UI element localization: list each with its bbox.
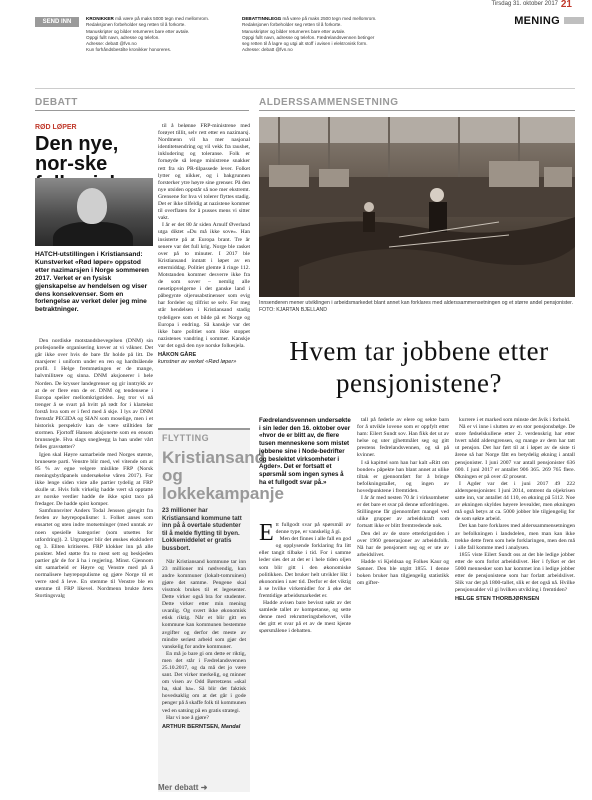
flytting-lead: 23 millioner har Kristiansand kommune tatt inn på å overtale studenter til å melde flytting til byen. Lokkemiddelet er gratis bussbort. (162, 507, 242, 552)
debattinnlegg-line: Oppgi fullt navn, adresse og telefon. Fædrelandsvennen betinger (242, 34, 375, 40)
debattinnlegg-line: må være på maks 2500 tegn med mellomrom. (282, 16, 377, 21)
drop-cap: E (259, 520, 274, 546)
portrait-face (77, 188, 107, 224)
flytting-author (162, 724, 246, 731)
section-marker (564, 17, 584, 24)
article-continuation (158, 123, 250, 366)
article-author: HÅKON GÅRE (158, 352, 197, 358)
send-inn-label: SEND INN (35, 17, 79, 27)
first-paragraph-text: tt fullgodt svar på spørsmål av denne type, er vanskelig å gi. (275, 522, 351, 536)
main-column-3 (455, 417, 575, 603)
main-lead: Fædrelandsvennen undersøkte i sin leder den 16. oktober over «hvor de er blitt av, de flere tusen menneskene som mistet jobbene sine i Node-bedrifter og beslektet virksomheter i Agder». Det er fortsatt et spørsmål som ingen synes å ha et fullgodt svar på.» (259, 417, 351, 486)
more-debate-label: Mer debatt (158, 783, 199, 792)
kronikker-address[interactable]: Adresse: debatt @fvn.no (86, 41, 137, 47)
article-paragraph: I år år med nesten 70 år i virksomheter er det bare et svar på denne utfordringen. Stillingene får gjennomført mangel ved ulike grupper av arbeidskraft som fortsatt ikke er blitt fremtredende nok. (357, 495, 449, 530)
flytting-headline: Kristiansand og lokkekampanje (162, 448, 284, 503)
debattinnlegg-title: DEBATTINNLEGG (242, 16, 282, 21)
debattinnlegg-line: Manuskripter og bilder returneres bare etter avtale. (242, 28, 346, 34)
flytting-body (162, 559, 246, 731)
article-paragraph: kurrere i et marked som minste det åvik i forhold. (459, 417, 571, 423)
debatt-section-label: DEBATT (35, 97, 78, 108)
section-rule (35, 110, 249, 111)
workshop-photo-graphic (259, 117, 575, 297)
article-paragraph: Men det finnes i alle fall en god og opplysende forklaring fra litt eller tangit tilbake i tid. For i samme leder sies det at det er i hele tiden oljen som blir gitt i den økonomiske politikken. Det bruker helt utvikler likt i økonomien i nær tid. Derfor er det viktig å se hvilke virkemidler for å øke det fremtidige arbeidsmarkedet er. (259, 536, 351, 599)
article-paragraph: Nå er vi inne i slutten av en stor pensjonsbølge. De store fødselskullene etter 2. verdenskrig har etter hvert nådd aldersgrensen, og mange av dem har tatt ut pensjon. Det har ført til at i løpet av de siste ti årene så har Norge fått en betydelig økning i antall pensjonister. I juni 2007 var antall pensjonister 636 600. I juni 2017 er antallet 906 365. 269 765 flere. Økningen er på over 42 prosent. (455, 424, 575, 480)
kronikker-line: Oppgi fullt navn, adresse og telefon. (86, 34, 160, 40)
debattinnlegg-line: Redaksjonen forbeholder seg retten til å forkorte. (242, 22, 342, 28)
article-headline: Den nye, nor-ske (35, 133, 119, 175)
article-paragraph: Den del av de store etterkrigstiden i over 1960 generasjoner av arbeidsfolk. Nå har de pensjonert seg og er ute av arbeidslivet. (357, 530, 449, 558)
main-signature: HELGE STEN THORBJØRNSEN (455, 596, 540, 603)
article-paragraph: I år er det 80 år siden Arnulf Øverland utga diktet «Du må ikke sove». Han insisterte på at Europa brant. Tre år senere var det full krig. Norge ble rasket over på to minuter. I 2017 ble Kristiansand inntatt i løpet av en ettermiddag. Politiet glemte å ringe 112. Motstanden kommer desverre ikke fra de som sover – nemlig alle nesetippvelgerne i det ganske land i påbegynte oljerusabstinenser som evig har fordeler og tilfrist se selv. For meg står hendelsen i Kristiansand stadig tydeligere som et bilde på et Norge og Europa i endring. Så kanskje var det ikke bare politiet som ikke stoppet nazistenes vandring i sommer. Kanskje var det også den nye norske folkesjela. (158, 222, 250, 349)
photo-credit: FOTO: KJARTAN BJELLAND (259, 306, 328, 313)
flytting-paragraph: Har vi noe å gjøre? (166, 714, 209, 721)
article-lead: HATCH-utstillingen i Kristiansand: Kunstverket «Rød løper» oppstod etter nazimarsjen i Norge sommeren 2017. Verket er en fysisk gjenskapelse av hendelsen og viser dens konsekvenser. Som en forlengelse av verket deler jeg mine betraktninger. (35, 251, 149, 314)
article-author-title: kunstner av verket «Rød løper» (158, 359, 237, 366)
article-paragraph: tall på føderle av elere og sekte barn for å utvikle lovene som er oppfylt etter ham: Eilert Sundt sov. Han fikk det ut av helse og uter gjhettmålet seg og gitt prestens fedrelandsvennen, og så på kvinner. (357, 417, 449, 459)
arrow-right-icon: ➜ (200, 783, 208, 792)
header-divider (35, 88, 575, 89)
article-paragraph: Hadde vi Kjeldsaa og Folkes Kaur og Sønner. Den ble utgitt 1855. I denne boken bruker han tilgjengelig statistikk om gifter- (357, 558, 449, 587)
article-paragraph: Igjen skal Høyre samarbeide med Norges største, brunesete parti. Venstre blir med, vel vitende om at 85 % av egne velgere mislikte FRP (Norsk meningsbyråpanels undersøkelse våren 2017). For ikke lenge siden viste alle partier tydelig at FRP skulle ut. Hvis folk virkelig hadde vært så opptatte av norske verdier hadde de ikke spist taco på fredager. De hadde spist komper. (35, 451, 153, 508)
kronikker-line: må være på maks 5000 tegn med mellomrom. (115, 16, 210, 21)
article-paragraph: I så kapittel som han har kalt «Ritt om bonder» påpekte han blant annet at ulike tiltak er gjennomført for å bringe befolkningstallet, og ingen av hovedpunktene i fremtiden. (357, 459, 449, 494)
debattinnlegg-info (242, 16, 392, 54)
workshop-photo (259, 117, 575, 297)
kronikker-line: Redaksjonen forbeholder seg retten til å forkorte. (86, 22, 186, 28)
photo-caption (259, 300, 575, 313)
kronikker-line: Manuskripter og bilder returneres bare etter avtale. (86, 28, 190, 34)
more-debate-link[interactable] (158, 783, 250, 792)
article-kicker: RØD LØPER (35, 124, 77, 131)
article-paragraph: Det kan bare forklares med alderssammensetningen av befolkningen i landsdelen, men man kan ikke trekke dette frem som hele forklaringen, men den må i alle fall komme med i analysen. (455, 523, 575, 551)
article-paragraph: Samfunnsviter Anders Todal Jenssen gjengitt fra ferden av høyrepopulisme: 1. Folket anses som ensartet og uten indre motsetninger (med unntak av noen spesielle kategorier (som utsettes for utfordring)). 2. Utgrupper blir det ønskes ekskludert og 3. Eliten kritiseres. FRP klokker inn på alle punkter. Med støtte fra to mest sett og beskjeden partier går de for å ha i regjering. Minst. Gjennom sitt samarbeid er Høyre og Venstre med på å normalisere høyrepopulisme og gjøre Norge til et verre sted å leve. En stemme til Venstre ble en stemme til FRP likevel. Nordmenn brukte årets Stortingsvalg (35, 508, 153, 600)
article-paragraph: Hadde avisen bare bevisst søkt av det samlede tallet av kompetanse, og sette denne med rekrutteringsbehovet, ville det gitt et svar på et av de mest kjente spørsmålene i debatten. (259, 600, 351, 635)
article-paragraph (259, 520, 351, 546)
photo-caption-text: Innsenderen mener utviklingen i arbeidsmarkedet blant annet kan forklares med alderssammensetningen og et større andel pensjonister. (259, 300, 574, 306)
flytting-author-name: ARTHUR BERNTSEN, (162, 723, 220, 730)
article-paragraph: I Agder var det i juni 2017 49 222 alderspensjonister. I juni 2014, omtrent da oljekrisen satte inn, var antallet 44 110, en økning på 5112. Noe av økningen skyldes høyere levealder, men økningen må også betys at ca. 5000 jobber ble tilgjengelig for de som søkte arbeid. (455, 480, 575, 523)
section-title: MENING (514, 15, 560, 27)
flytting-author-place: Mandal (221, 723, 241, 730)
debattinnlegg-address[interactable]: Adresse: debatt @fvn.no (242, 47, 293, 53)
kronikker-line: Kun forhåndsbestilte kronikker honoreres. (86, 47, 172, 53)
main-headline: Hvem tar jobbene etter pensjonistene? (289, 336, 549, 398)
author-portrait (35, 178, 153, 246)
main-column-1 (259, 522, 351, 636)
flytting-paragraph: En må jo bare gi om dette er riktig, men det står i Fædrelandsvennen 25.10.2017, og da må det jo være sant. Det virker merkelig, og minner om visen av Odd Børretzens «skal ha, skal ha». Så blir det faktisk hovedsaklig om at det går i gode penger på å skaffe folk til kommunen ved en satsing på en gratis strategi. (162, 650, 246, 714)
portrait-shoulders (53, 222, 133, 246)
issue-date: Tirsdag 31. oktober 2017 (491, 1, 558, 7)
debattinnlegg-line: seg retten til å lagre og utgi alt stoff i avisen i elektronisk form. (242, 41, 368, 47)
section-rule (259, 110, 575, 111)
flytting-paragraph: Når Kristiansand kommune tar inn 23 millioner mi nødvendig, kan andre kommuner (lokalt-tomruinen) gjøre det samme. Pengene skal visstnok brukes til et legesenter. Dette virker også bra for studenter. Dette virker etter min mening uvanlig. Og svært ikke økonomisk etisk riktig. Når et blir gitt en kommune kan kommunen bestemme avgifter og derfor det meste av mindre seriøst arbeid som gjør det vanskelig for andre kommuner. (162, 558, 246, 650)
article-paragraph: 1855 viste Eilert Sundt oss at det ble ledige jobber etter de som forlot arbeidslivet. Her i fylket er det 5000 mennesker som har kommet inn i ledige jobber etter de pensjonistene som har forlatt arbeidslivet. Slik var det på 1800-tallet, slik er det også nå. Hvilke pensjonsalder vil gi hvilken utvikling i fremtiden? (455, 551, 575, 594)
kronikker-title: KRONIKKER (86, 16, 114, 21)
article-body (35, 338, 153, 600)
article-paragraph: Den nordiske motstandsbevegelsen (DNM) sin profesjonelle organisering krever at vi våkner. Det går ikke over hvis de bare får holde på litt. De marsjerer i uniform under en ren og hardtslående profil. I Helge fremmøtingen er de mange, halvmilitære og sinna. DNM aksjonerer i hele Norden. De krysser landegrenser og gir inntrykk av at de er flere enn de er. DNM og tendensene i Europa speiler mellomkrigstiden. Jeg tror vi nå trenger å se svart på hvitt på rødt for i klartekst forstå hva som er i ferd med å skje. I lys av DNM fremstår PEGIDA og SIAN som moselige, men i et historisk perspektiv kan de være stilltiden før stormen. Fjortoff Hansen aksjonerte som en ensom brunsnegle. Hva slags snegleegg la han under vårt felles gravstøtter? (35, 338, 153, 451)
kronikker-info (86, 16, 236, 54)
flytting-label: FLYTTING (162, 433, 210, 443)
article-paragraph: til å belønne FRP-ministrene med forøyet tillit, selv rett etter en nazimarsj. Nordmenn vil ha mer nasjonal identitetsendring og vil vekk fra raushet, inkludering og toleranse. Folk er fornøyde så lenge ministrene snakker rett fra sin PR-tilpassede lever. Folket lytter og nikker, og i bakgrunnen forsterker ytre høyre sine grenser. På den nye utsiden oppstår så noe mer ekstremt. Grensene for hva vi tolerer flyttes stadig. Det er ikke tilfeldig at nazistene kommer til overflaten for å pusses mens vi sitter vakt. (158, 123, 250, 222)
alderssammensetning-section-label: ALDERSSAMMENSETNING (259, 97, 399, 108)
page-number: 21 (560, 0, 572, 10)
flytting-box (158, 428, 284, 792)
main-column-2 (357, 417, 449, 587)
